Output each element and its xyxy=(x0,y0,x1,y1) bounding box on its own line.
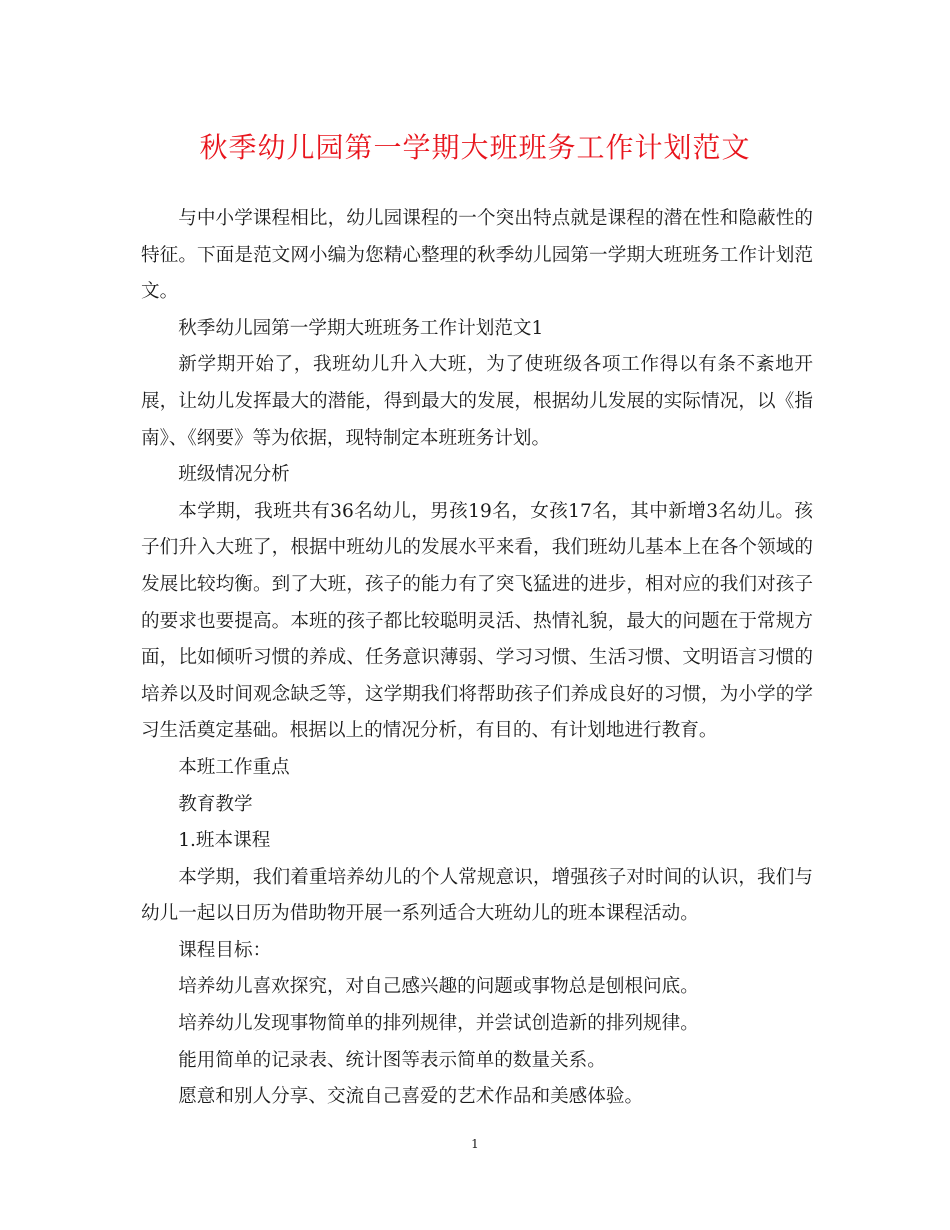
document-title: 秋季幼儿园第一学期大班班务工作计划范文 xyxy=(199,131,751,164)
document-body xyxy=(141,201,813,1116)
paragraph-education-heading: 教育教学 xyxy=(178,793,253,815)
paragraph-intro: 与中小学课程相比，幼儿园课程的一个突出特点就是课程的潜在性和隐蔽性的特征。下面是范文网小编为您精心整理的秋季幼儿园第一学期大班班务工作计划范文。 xyxy=(141,208,813,303)
paragraph-goal-2: 培养幼儿发现事物简单的排列规律，并尝试创造新的排列规律。 xyxy=(178,1013,699,1035)
paragraph-section-heading: 秋季幼儿园第一学期大班班务工作计划范文1 xyxy=(178,317,544,339)
paragraph-class-analysis-heading: 班级情况分析 xyxy=(178,464,290,486)
paragraph-class-curriculum-heading: 1.班本课程 xyxy=(178,830,271,852)
page-number: 1 xyxy=(471,1137,479,1151)
paragraph-goal-4: 愿意和别人分享、交流自己喜爱的艺术作品和美感体验。 xyxy=(178,1086,644,1108)
paragraph-new-semester: 新学期开始了，我班幼儿升入大班，为了使班级各项工作得以有条不紊地开展，让幼儿发挥最大的潜能，得到最大的发展，根据幼儿发展的实际情况，以《指南》、《纲要》等为依据，现特制定本班班务计划。 xyxy=(141,354,813,449)
paragraph-goal-3: 能用简单的记录表、统计图等表示简单的数量关系。 xyxy=(178,1049,606,1071)
paragraph-class-analysis: 本学期，我班共有36名幼儿，男孩19名，女孩17名，其中新增3名幼儿。孩子们升入大班了，根据中班幼儿的发展水平来看，我们班幼儿基本上在各个领域的发展比较均衡。到了大班，孩子的能力有了突飞猛进的进步，相对应的我们对孩子的要求也要提高。本班的孩子都比较聪明灵活、热情礼貌，最大的问题在于常规方面，比如倾听习惯的养成、任务意识薄弱、学习习惯、生活习惯、文明语言习惯的培养以及时间观念缺乏等，这学期我们将帮助孩子们养成良好的习惯，为小学的学习生活奠定基础。根据以上的情况分析，有目的、有计划地进行教育。 xyxy=(141,500,813,742)
paragraph-goal-1: 培养幼儿喜欢探究，对自己感兴趣的问题或事物总是刨根问底。 xyxy=(178,976,699,998)
paragraph-class-curriculum: 本学期，我们着重培养幼儿的个人常规意识，增强孩子对时间的认识，我们与幼儿一起以日历为借助物开展一系列适合大班幼儿的班本课程活动。 xyxy=(141,866,813,925)
paragraph-work-focus-heading: 本班工作重点 xyxy=(178,756,290,778)
paragraph-curriculum-goals-heading: 课程目标： xyxy=(178,939,272,961)
